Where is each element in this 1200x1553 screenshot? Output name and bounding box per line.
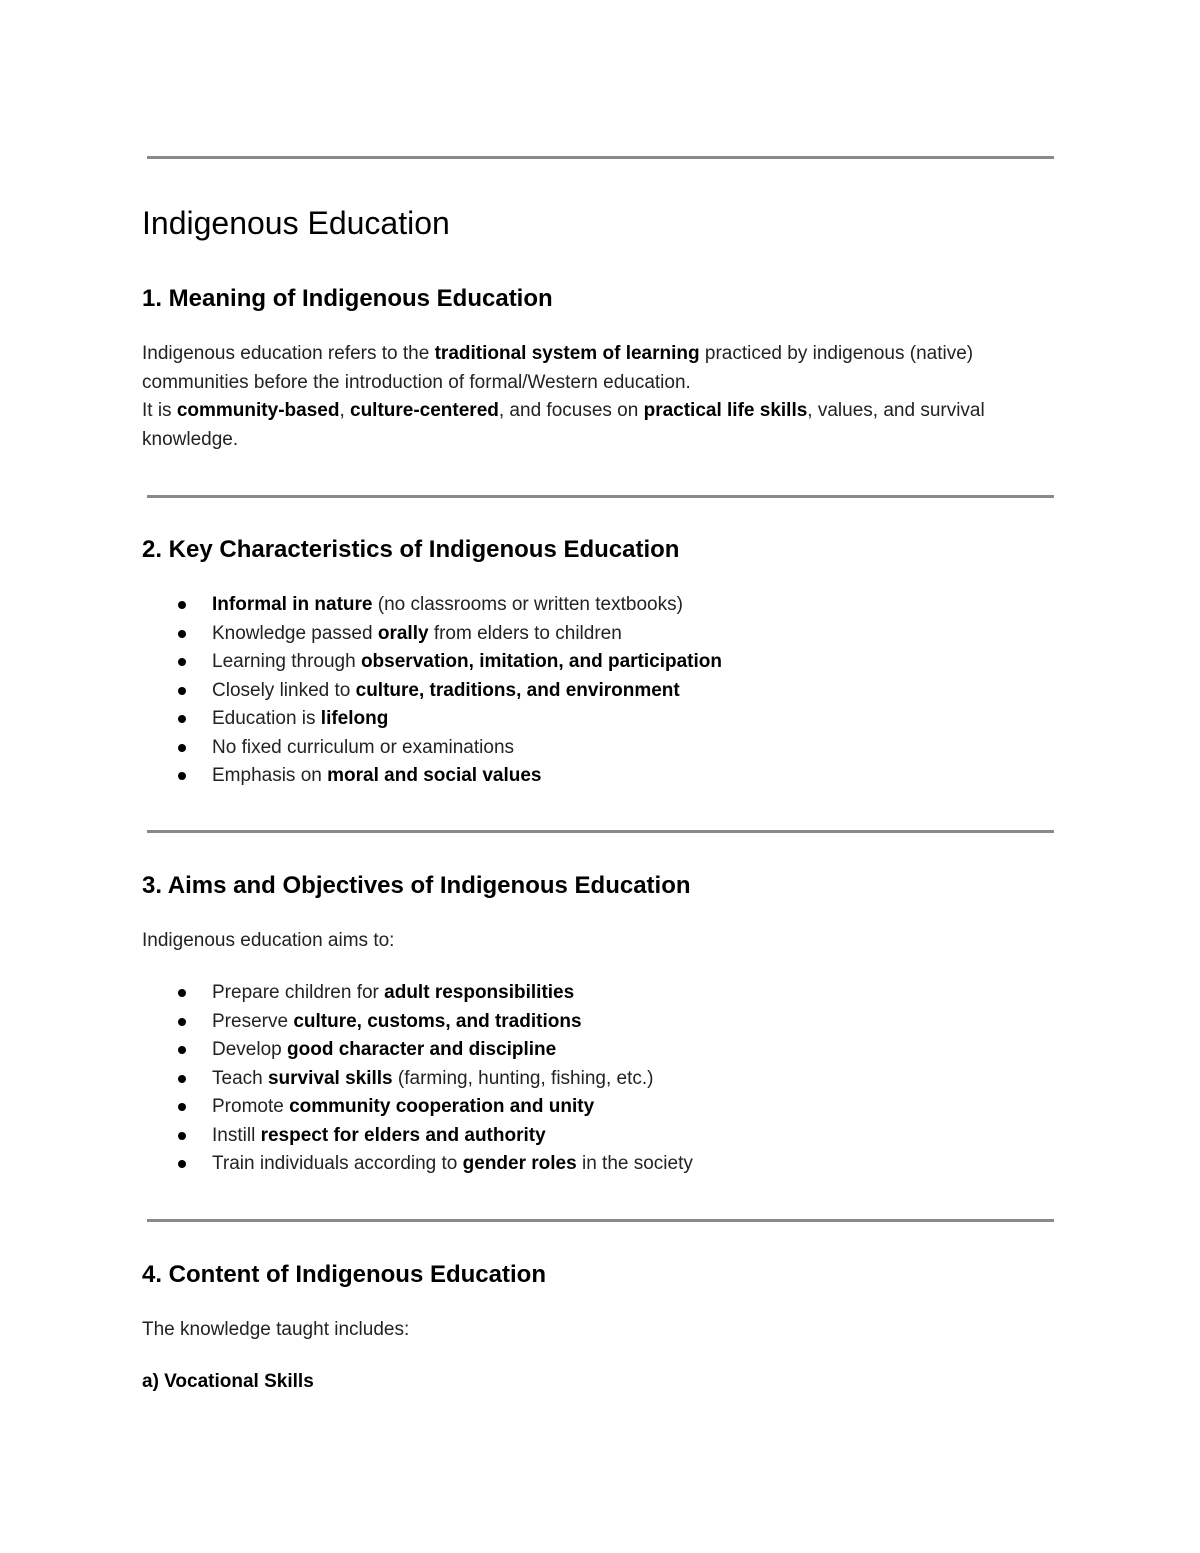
list-item: Closely linked to culture, traditions, and environment <box>142 677 722 706</box>
bullet-icon <box>178 989 186 997</box>
list-item: No fixed curriculum or examinations <box>142 734 722 763</box>
list-item: Promote community cooperation and unity <box>142 1093 693 1122</box>
section-heading-aims: 3. Aims and Objectives of Indigenous Education <box>142 872 691 899</box>
list-item: Prepare children for adult responsibilities <box>142 979 693 1008</box>
list-item: Learning through observation, imitation, and participation <box>142 648 722 677</box>
section-heading-characteristics: 2. Key Characteristics of Indigenous Education <box>142 536 680 563</box>
list-item: Education is lifelong <box>142 705 722 734</box>
bullet-icon <box>178 1046 186 1054</box>
list-item: Instill respect for elders and authority <box>142 1122 693 1151</box>
bullet-icon <box>178 715 186 723</box>
list-item: Develop good character and discipline <box>142 1036 693 1065</box>
bullet-icon <box>178 1103 186 1111</box>
bullet-icon <box>178 687 186 695</box>
bullet-icon <box>178 772 186 780</box>
horizontal-rule <box>147 156 1054 159</box>
meaning-paragraph: Indigenous education refers to the traditional system of learning practiced by indigenous (native) communities before the introduction of formal/Western education. It is community-based, culture-centered, and focuses on practical life skills, values, and survival knowledge. <box>142 343 985 450</box>
list-item: Emphasis on moral and social values <box>142 762 722 791</box>
list-item: Knowledge passed orally from elders to children <box>142 620 722 649</box>
bullet-icon <box>178 630 186 638</box>
aims-list <box>142 979 693 1179</box>
list-item: Preserve culture, customs, and traditions <box>142 1008 693 1037</box>
horizontal-rule <box>147 1219 1054 1222</box>
characteristics-list <box>142 591 722 791</box>
list-item: Informal in nature (no classrooms or written textbooks) <box>142 591 722 620</box>
subheading-vocational-skills: a) Vocational Skills <box>142 1371 314 1392</box>
bullet-icon <box>178 1132 186 1140</box>
horizontal-rule <box>147 830 1054 833</box>
bullet-icon <box>178 601 186 609</box>
section-heading-content: 4. Content of Indigenous Education <box>142 1261 546 1288</box>
bullet-icon <box>178 744 186 752</box>
bullet-icon <box>178 1075 186 1083</box>
list-item: Teach survival skills (farming, hunting, fishing, etc.) <box>142 1065 693 1094</box>
aims-intro: Indigenous education aims to: <box>142 930 395 951</box>
bullet-icon <box>178 658 186 666</box>
bullet-icon <box>178 1018 186 1026</box>
horizontal-rule <box>147 495 1054 498</box>
list-item: Train individuals according to gender roles in the society <box>142 1150 693 1179</box>
document-title: Indigenous Education <box>142 205 450 241</box>
section-heading-meaning: 1. Meaning of Indigenous Education <box>142 285 553 312</box>
bullet-icon <box>178 1160 186 1168</box>
content-intro: The knowledge taught includes: <box>142 1319 410 1340</box>
